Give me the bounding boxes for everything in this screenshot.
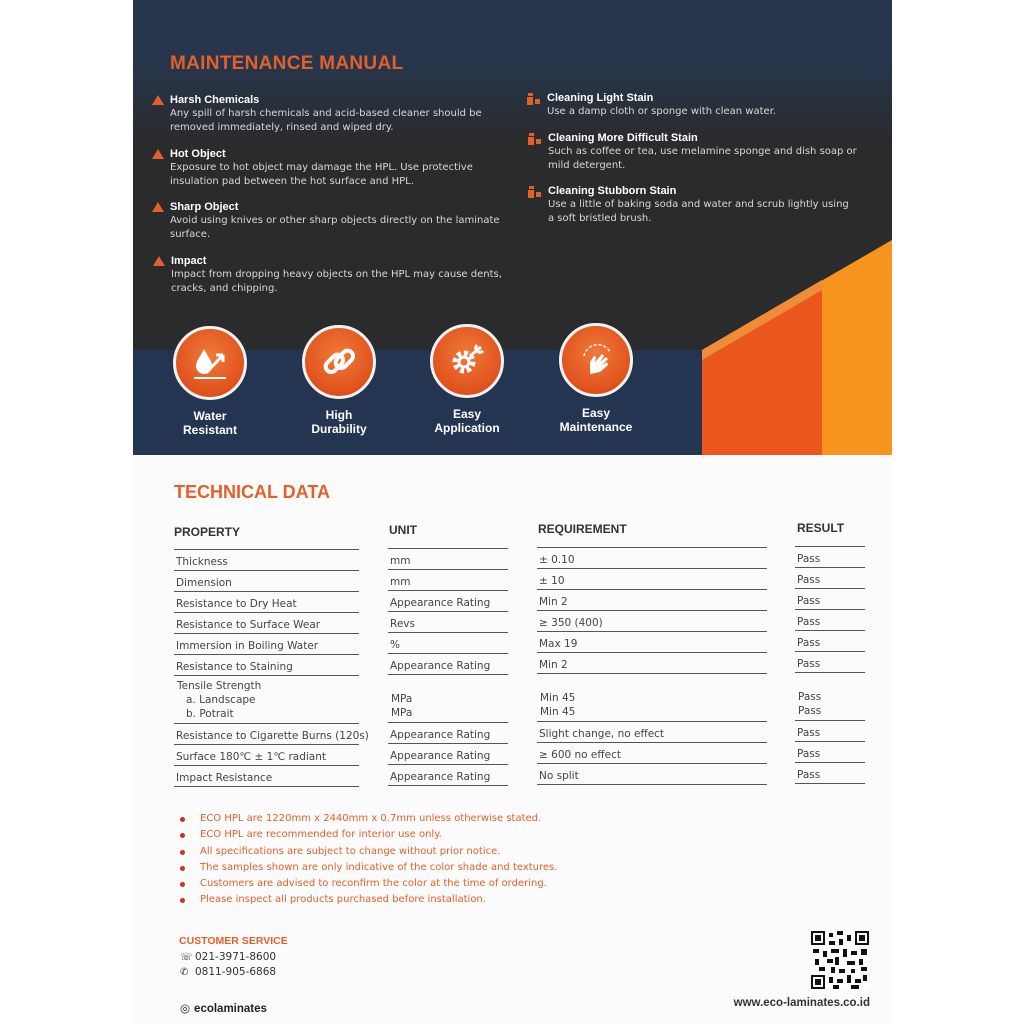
note-item: The samples shown are only indicative of the color shade and textures. [180,860,557,876]
cell-property: Impact Resistance [176,772,273,784]
cleaning-text: Use a little of baking soda and water and scrub lightly using a soft bristled brush. [548,199,849,224]
warning-impact [171,255,511,296]
warning-harsh-chemicals [170,94,510,135]
row-divider [795,546,865,547]
warning-icon [153,256,165,266]
row-divider [174,549,359,550]
feature-label: Easy Application [434,407,500,435]
column-header-unit: UNIT [389,523,417,537]
water-drop-icon [173,326,247,400]
warning-heading: Hot Object [170,148,226,160]
cell-requirement: ≥ 350 (400) [539,617,603,629]
warning-text: Any spill of harsh chemicals and acid-based cleaner should be removed immediately, rinsed and wiped dry. [170,108,482,133]
row-divider [174,591,359,592]
cell-requirement: Min 2 [539,659,568,671]
cell-requirement: Min 2 [539,596,568,608]
cell-requirement: Min 45 Min 45 [540,692,576,718]
technical-data-title: TECHNICAL DATA [174,482,330,502]
hand-wipe-icon [559,323,633,397]
row-divider [537,721,767,722]
whatsapp-line [180,966,276,978]
cell-unit: mm [390,576,411,588]
row-divider [795,741,865,742]
cell-unit: mm [390,555,411,567]
cleaning-text: Such as coffee or tea, use melamine sponge and dish soap or mild detergent. [548,146,857,171]
cell-property: Surface 180℃ ± 1℃ radiant [176,751,326,763]
row-divider [388,569,508,570]
cell-requirement: Slight change, no effect [539,728,665,740]
cleaning-stubborn-stain [548,185,858,226]
cell-requirement: ± 10 [539,575,565,587]
cleaning-heading: Cleaning Light Stain [547,92,654,104]
warning-icon [152,202,164,212]
cell-unit: % [390,639,400,651]
row-divider [174,723,359,724]
feature-label: Easy Maintenance [559,406,633,434]
cell-property: Resistance to Dry Heat [176,598,297,610]
cell-unit: Appearance Rating [390,771,491,783]
customer-service-title: CUSTOMER SERVICE [179,935,288,947]
cell-result: Pass [797,637,821,649]
website-link[interactable]: www.eco-laminates.co.id [733,997,870,1009]
row-divider [174,744,359,745]
cell-requirement: Max 19 [539,638,578,650]
row-divider [537,652,767,653]
row-divider [174,786,359,787]
chain-link-icon [302,325,376,399]
cell-property: Dimension [176,577,232,589]
cell-property: Immersion in Boiling Water [176,640,319,652]
row-divider [174,633,359,634]
brochure-page [133,0,892,1024]
cleaning-heading: Cleaning More Difficult Stain [548,132,698,144]
cleaning-heading: Cleaning Stubborn Stain [548,185,677,197]
cleaning-spray-icon [526,185,542,198]
row-divider [388,722,508,723]
row-divider [174,675,359,676]
row-divider [795,762,865,763]
cell-property: Resistance to Cigarette Burns (120s) [176,730,369,742]
warning-heading: Impact [171,255,207,267]
row-divider [388,548,508,549]
row-divider [537,610,767,611]
row-divider [537,631,767,632]
row-divider [388,653,508,654]
notes-list [180,811,557,909]
row-divider [795,609,865,610]
cell-result: Pass [797,727,821,739]
row-divider [388,632,508,633]
note-item: ECO HPL are 1220mm x 2440mm x 0.7mm unless otherwise stated. [180,811,557,827]
warning-heading: Sharp Object [170,201,239,213]
row-divider [388,785,508,786]
warning-icon [152,95,164,105]
cleaning-difficult-stain [548,132,858,173]
row-divider [174,570,359,571]
row-divider [537,742,767,743]
row-divider [537,763,767,764]
phone-icon: ☏ [180,952,193,963]
cell-property: Resistance to Staining [176,661,293,673]
warning-text: Impact from dropping heavy objects on the HPL may cause dents, cracks, and chipping. [171,269,502,294]
row-divider [537,547,767,548]
cell-property: Tensile Strength a. Landscape b. Potrait [177,680,262,720]
cell-unit: Appearance Rating [390,660,491,672]
row-divider [537,673,767,674]
cell-requirement: ± 0.10 [539,554,575,566]
row-divider [795,588,865,589]
row-divider [537,589,767,590]
row-divider [174,654,359,655]
row-divider [795,651,865,652]
warning-text: Exposure to hot object may damage the HPL. Use protective insulation pad between the hot surface and HPL. [170,162,473,187]
cell-unit: Revs [390,618,415,630]
feature-high-durability [284,325,394,436]
whatsapp-icon: ✆ [180,967,189,978]
row-divider [388,611,508,612]
note-item: Customers are advised to reconfirm the color at the time of ordering. [180,876,557,892]
warning-heading: Harsh Chemicals [170,94,260,106]
cleaning-spray-icon [526,132,542,145]
column-header-result: RESULT [797,521,845,535]
gear-wrench-icon [430,324,504,398]
cell-result: Pass Pass [798,691,822,717]
row-divider [795,567,865,568]
cell-result: Pass [797,658,821,670]
note-item: All specifications are subject to change without prior notice. [180,844,557,860]
cleaning-light-stain [547,92,857,119]
cell-unit: Appearance Rating [390,750,491,762]
cell-result: Pass [797,616,821,628]
row-divider [388,764,508,765]
instagram-handle[interactable]: ◎ ecolaminates [180,1003,267,1015]
note-item: Please inspect all products purchased before installation. [180,892,557,908]
cell-property: Thickness [176,556,228,568]
warning-sharp-object [170,201,510,242]
cleaning-text: Use a damp cloth or sponge with clean water. [547,106,777,117]
row-divider [174,765,359,766]
feature-easy-maintenance [541,323,651,434]
row-divider [795,672,865,673]
cleaning-spray-icon [525,92,541,105]
row-divider [388,743,508,744]
warning-icon [152,149,164,159]
note-item: ECO HPL are recommended for interior use only. [180,827,557,843]
phone-line [180,951,276,963]
cell-result: Pass [797,769,821,781]
row-divider [795,630,865,631]
warning-text: Avoid using knives or other sharp objects directly on the laminate surface. [170,215,500,240]
cell-property: Resistance to Surface Wear [176,619,321,631]
feature-label: Water Resistant [182,409,238,437]
row-divider [537,568,767,569]
feature-water-resistant [155,326,265,437]
cell-requirement: ≥ 600 no effect [539,749,621,761]
instagram-icon: ◎ [180,1003,191,1015]
maintenance-section [133,0,892,455]
row-divider [388,674,508,675]
qr-code[interactable] [811,931,869,989]
row-divider [537,784,767,785]
row-divider [388,590,508,591]
column-header-requirement: REQUIREMENT [538,522,627,536]
row-divider [795,720,865,721]
column-header-property: PROPERTY [174,525,241,539]
orange-accent-shape [702,240,892,455]
row-divider [795,783,865,784]
cell-requirement: No split [539,770,579,782]
cell-result: Pass [797,748,821,760]
feature-label: High Durability [311,408,367,436]
feature-easy-application [412,324,522,435]
phone-number[interactable]: 021-3971-8600 [195,951,277,963]
maintenance-title: MAINTENANCE MANUAL [170,53,404,74]
cell-unit: MPa MPa [391,693,413,719]
row-divider [174,612,359,613]
cell-result: Pass [797,595,821,607]
warning-hot-object [170,148,510,189]
cell-result: Pass [797,553,821,565]
cell-result: Pass [797,574,821,586]
cell-unit: Appearance Rating [390,729,491,741]
cell-unit: Appearance Rating [390,597,491,609]
whatsapp-number[interactable]: 0811-905-6868 [195,966,277,978]
